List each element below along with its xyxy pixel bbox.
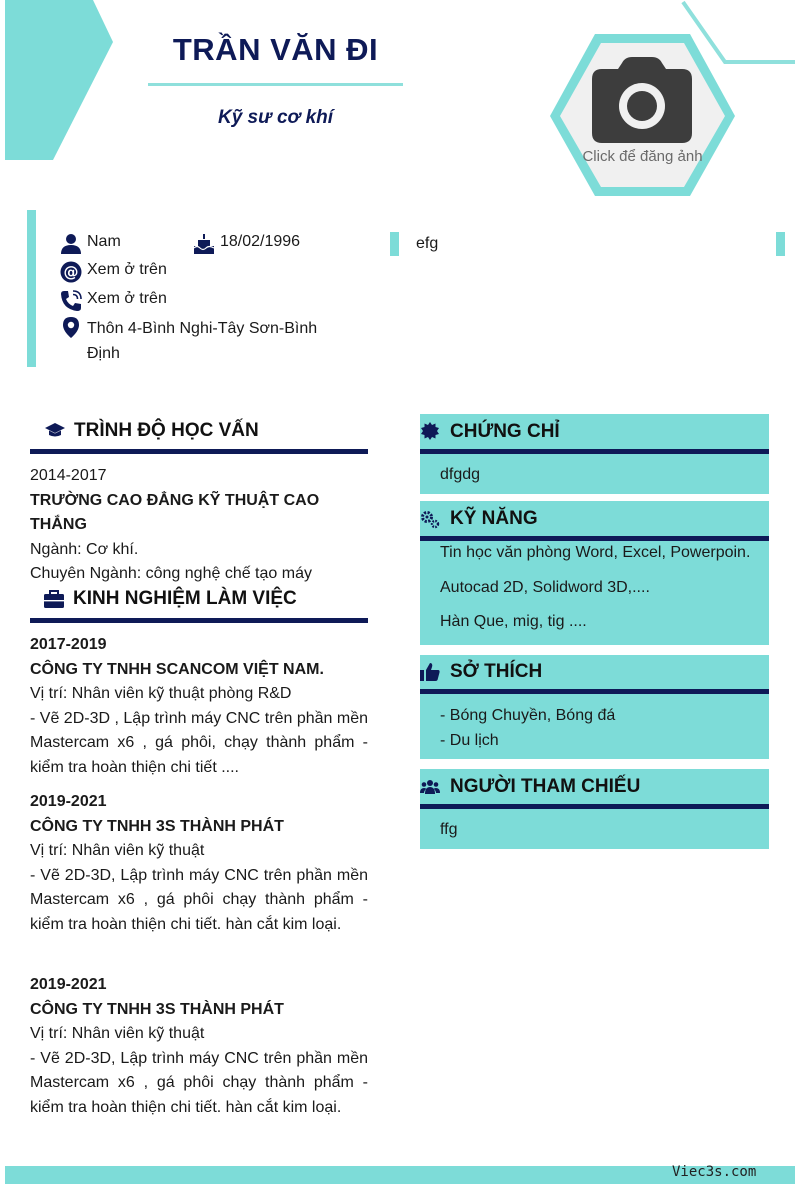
references-title: NGƯỜI THAM CHIẾU bbox=[450, 775, 641, 797]
education-block bbox=[30, 464, 375, 587]
user-icon bbox=[60, 233, 82, 255]
references-box bbox=[420, 809, 769, 849]
address-row bbox=[60, 316, 350, 366]
experience-description: - Vẽ 2D-3D, Lập trình máy CNC trên phần mền Mastercam x6 , gá phôi chạy thành phẩm - kiểm tra hoàn thiện chi tiết. hàn cắt kim loại. bbox=[30, 1049, 368, 1116]
skills-box bbox=[420, 541, 769, 645]
candidate-name: TRẦN VĂN ĐI bbox=[172, 32, 379, 67]
briefcase-icon bbox=[44, 590, 64, 608]
photo-caption: Click để đăng ảnh bbox=[582, 148, 703, 165]
education-specialization: Chuyên Ngành: công nghệ chế tạo máy bbox=[30, 565, 312, 582]
svg-text:@: @ bbox=[63, 263, 79, 281]
graduation-cap-icon bbox=[44, 422, 66, 440]
education-period: 2014-2017 bbox=[30, 467, 107, 484]
hobby-item: - Bóng Chuyền, Bóng đá bbox=[440, 707, 616, 724]
phone-value: Xem ở trên bbox=[87, 290, 167, 307]
experience-company: CÔNG TY TNHH SCANCOM VIỆT NAM. bbox=[30, 660, 324, 678]
experience-period: 2019-2021 bbox=[30, 793, 107, 810]
gender-value: Nam bbox=[87, 233, 121, 250]
location-pin-icon bbox=[60, 316, 82, 338]
experience-title: KINH NGHIỆM LÀM VIỆC bbox=[73, 588, 297, 609]
certificate-badge-icon bbox=[420, 422, 440, 442]
skill-item: Tin học văn phòng Word, Excel, Powerpoin. bbox=[440, 544, 751, 561]
experience-company: CÔNG TY TNHH 3S THÀNH PHÁT bbox=[30, 1000, 284, 1018]
birthday-cake-icon bbox=[193, 233, 215, 255]
hobby-item: - Du lịch bbox=[440, 731, 499, 749]
users-group-icon bbox=[420, 777, 440, 797]
certificates-content: dfgdg bbox=[440, 466, 481, 483]
decorative-left-shape bbox=[5, 0, 115, 160]
address-value: Thôn 4-Bình Nghi-Tây Sơn-Bình Định bbox=[87, 320, 318, 362]
experience-rule bbox=[30, 618, 368, 623]
name-underline bbox=[148, 83, 403, 86]
skill-item: Autocad 2D, Solidword 3D,.... bbox=[440, 579, 650, 596]
experience-company: CÔNG TY TNHH 3S THÀNH PHÁT bbox=[30, 817, 284, 835]
skills-heading bbox=[420, 501, 769, 536]
birthday-value: 18/02/1996 bbox=[220, 233, 301, 250]
photo-upload-area[interactable] bbox=[545, 30, 740, 200]
education-school: TRƯỜNG CAO ĐẲNG KỸ THUẬT CAO THẮNG bbox=[30, 491, 320, 533]
experience-position: Vị trí: Nhân viên kỹ thuật bbox=[30, 1025, 205, 1042]
experience-heading bbox=[44, 588, 297, 610]
experience-item bbox=[30, 790, 368, 937]
experience-description: - Vẽ 2D-3D, Lập trình máy CNC trên phần mền Mastercam x6 , gá phôi chạy thành phẩm - kiểm tra hoàn thiện chi tiết. hàn cắt kim loại. bbox=[30, 866, 368, 933]
extra-info-value: efg bbox=[416, 235, 439, 252]
phone-row bbox=[60, 290, 167, 312]
skills-title: KỸ NĂNG bbox=[450, 507, 538, 529]
certificates-title: CHỨNG CHỈ bbox=[450, 420, 560, 442]
skill-item: Hàn Que, mig, tig .... bbox=[440, 613, 587, 630]
experience-position: Vị trí: Nhân viên kỹ thuật phòng R&D bbox=[30, 685, 292, 702]
hobbies-title: SỞ THÍCH bbox=[450, 661, 543, 682]
birthday-row bbox=[193, 233, 300, 255]
experience-description: - Vẽ 2D-3D , Lập trình máy CNC trên phần mền Mastercam x6 , gá phôi, chạy thành phẩm - kiểm tra hoàn thiện chi tiết .... bbox=[30, 709, 368, 776]
experience-item bbox=[30, 973, 368, 1120]
hobbies-heading bbox=[420, 655, 769, 689]
camera-icon bbox=[590, 55, 694, 145]
references-content: ffg bbox=[440, 821, 458, 838]
gears-icon bbox=[420, 509, 440, 529]
accent-tick bbox=[390, 232, 399, 256]
email-row bbox=[60, 261, 167, 283]
footer-brand: Viec3s.com bbox=[672, 1164, 757, 1180]
thumbs-up-icon bbox=[420, 662, 440, 682]
education-heading bbox=[44, 420, 259, 442]
experience-item bbox=[30, 633, 368, 780]
accent-tick bbox=[776, 232, 785, 256]
education-title: TRÌNH ĐỘ HỌC VẤN bbox=[74, 420, 259, 441]
email-at-icon bbox=[60, 261, 82, 283]
experience-period: 2019-2021 bbox=[30, 976, 107, 993]
education-rule bbox=[30, 449, 368, 454]
email-value: Xem ở trên bbox=[87, 261, 167, 278]
references-heading bbox=[420, 769, 769, 804]
experience-position: Vị trí: Nhân viên kỹ thuật bbox=[30, 842, 205, 859]
certificates-heading bbox=[420, 414, 769, 449]
phone-icon bbox=[60, 290, 82, 312]
gender-row bbox=[60, 233, 121, 255]
certificates-box bbox=[420, 454, 769, 494]
experience-period: 2017-2019 bbox=[30, 636, 107, 653]
contact-accent-bar bbox=[27, 210, 36, 367]
job-title: Kỹ sư cơ khí bbox=[217, 107, 334, 128]
hobbies-box bbox=[420, 694, 769, 759]
education-major: Ngành: Cơ khí. bbox=[30, 540, 139, 558]
